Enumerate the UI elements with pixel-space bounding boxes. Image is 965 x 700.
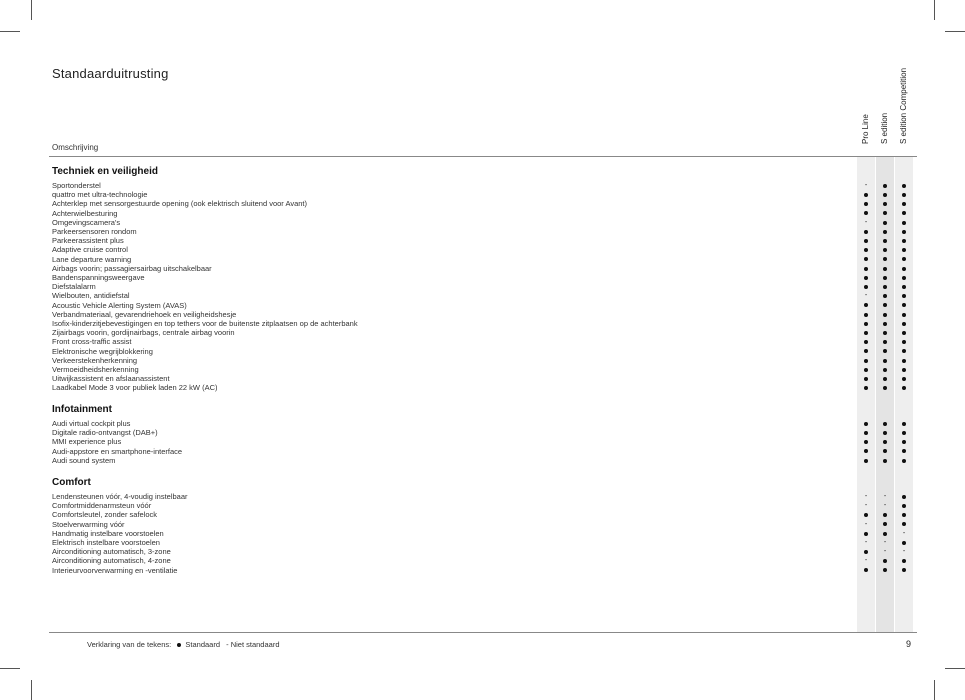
not-standard-mark: - xyxy=(883,502,887,510)
table-row-label: Airconditioning automatisch, 3-zone xyxy=(52,547,171,557)
dot-icon xyxy=(883,349,887,353)
not-standard-mark: - xyxy=(883,539,887,546)
dot-icon xyxy=(902,449,906,453)
dot-icon xyxy=(902,257,906,261)
dot-icon xyxy=(883,248,887,252)
not-standard-mark: - xyxy=(864,218,868,226)
crop-mark xyxy=(0,31,20,32)
standard-mark xyxy=(895,310,913,319)
dot-icon xyxy=(883,303,887,307)
standard-mark xyxy=(876,273,894,282)
column-header-label: S edition Competition xyxy=(899,67,908,144)
table-row-label: Parkeersensoren rondom xyxy=(52,227,137,236)
dot-icon xyxy=(864,257,868,261)
dot-icon xyxy=(902,459,906,463)
standard-mark xyxy=(895,556,913,565)
standard-mark xyxy=(857,227,875,236)
dot-icon xyxy=(902,359,906,363)
table-row-label: Acoustic Vehicle Alerting System (AVAS) xyxy=(52,300,187,310)
dot-icon xyxy=(864,276,868,280)
standard-mark xyxy=(876,181,894,190)
dot-icon xyxy=(902,386,906,390)
dot-icon xyxy=(883,377,887,381)
dot-icon xyxy=(864,303,868,307)
dot-icon xyxy=(864,230,868,234)
standard-mark xyxy=(895,437,913,446)
standard-mark xyxy=(876,428,894,437)
dot-icon xyxy=(902,568,906,572)
standard-mark xyxy=(857,529,875,538)
standard-mark xyxy=(857,319,875,328)
standard-mark xyxy=(895,520,913,529)
section-title: Comfort xyxy=(52,477,91,488)
not-standard-mark: - xyxy=(902,529,906,537)
legend-not-standard: - Niet standaard xyxy=(226,640,280,649)
dot-icon xyxy=(902,294,906,298)
dot-icon xyxy=(883,239,887,243)
table-row-label: Diefstalalarm xyxy=(52,282,96,292)
standard-mark xyxy=(876,456,894,465)
standard-mark xyxy=(895,227,913,236)
standard-mark xyxy=(857,282,875,291)
dot-icon xyxy=(864,331,868,335)
standard-mark xyxy=(876,328,894,337)
standard-mark xyxy=(857,510,875,519)
not-standard-mark: - xyxy=(864,502,868,510)
standard-mark xyxy=(857,337,875,346)
standard-mark xyxy=(876,236,894,245)
standard-mark xyxy=(876,529,894,538)
dot-icon xyxy=(883,257,887,261)
dot-icon xyxy=(864,313,868,317)
standard-mark xyxy=(876,310,894,319)
standard-mark xyxy=(876,209,894,218)
standard-mark xyxy=(857,328,875,337)
dot-icon xyxy=(864,440,868,444)
table-row-label: Handmatig instelbare voorstoelen xyxy=(52,528,164,538)
standard-mark xyxy=(895,383,913,392)
standard-mark xyxy=(876,301,894,310)
column-header-label: S edition xyxy=(880,112,889,144)
standard-mark xyxy=(876,337,894,346)
dot-icon xyxy=(864,568,868,572)
standard-mark xyxy=(876,282,894,291)
dot-icon xyxy=(902,495,906,499)
dot-icon xyxy=(883,294,887,298)
dot-icon xyxy=(883,522,887,526)
standard-mark xyxy=(876,199,894,208)
dot-icon xyxy=(864,368,868,372)
table-row-label: Airconditioning automatisch, 4-zone xyxy=(52,556,171,566)
standard-mark xyxy=(876,447,894,456)
standard-mark xyxy=(857,547,875,556)
standard-mark xyxy=(857,236,875,245)
standard-mark xyxy=(876,419,894,428)
table-row-label: Elektrisch instelbare voorstoelen xyxy=(52,538,160,547)
standard-mark xyxy=(876,255,894,264)
description-column-label: Omschrijving xyxy=(52,143,99,152)
dot-icon xyxy=(902,303,906,307)
standard-mark xyxy=(895,218,913,227)
crop-mark xyxy=(0,668,20,669)
dot-icon xyxy=(883,202,887,206)
table-row-label: Parkeerassistent plus xyxy=(52,236,124,246)
table-row-label: Interieurvoorverwarming en -ventilatie xyxy=(52,565,178,575)
standard-mark xyxy=(876,437,894,446)
standard-mark xyxy=(876,319,894,328)
dot-icon xyxy=(902,368,906,372)
dot-icon xyxy=(864,211,868,215)
standard-mark xyxy=(895,356,913,365)
legend xyxy=(87,640,280,649)
table-row-label: Achterwielbesturing xyxy=(52,208,118,218)
standard-mark xyxy=(857,245,875,254)
standard-mark xyxy=(876,374,894,383)
standard-mark xyxy=(857,383,875,392)
table-row-label: Stoelverwarming vóór xyxy=(52,519,125,529)
standard-mark xyxy=(876,291,894,300)
dot-icon xyxy=(864,386,868,390)
dot-icon xyxy=(902,440,906,444)
standard-mark xyxy=(857,273,875,282)
standard-mark xyxy=(857,264,875,273)
standard-mark xyxy=(895,447,913,456)
table-row-label: Bandenspanningsweergave xyxy=(52,273,145,282)
crop-mark xyxy=(934,680,935,700)
not-standard-mark: - xyxy=(864,292,868,300)
standard-mark xyxy=(895,199,913,208)
standard-mark xyxy=(876,365,894,374)
dot-icon xyxy=(883,285,887,289)
section-title: Infotainment xyxy=(52,404,112,415)
table-row-label: Omgevingscamera's xyxy=(52,217,121,227)
not-standard-mark: - xyxy=(864,539,868,546)
dot-icon xyxy=(864,340,868,344)
dot-icon xyxy=(883,568,887,572)
table-row-label: Audi virtual cockpit plus xyxy=(52,419,131,428)
crop-mark xyxy=(945,31,965,32)
dot-icon xyxy=(883,422,887,426)
dot-icon xyxy=(902,193,906,197)
dot-icon xyxy=(902,221,906,225)
dot-icon xyxy=(864,359,868,363)
table-row-label: Wielbouten, antidiefstal xyxy=(52,291,130,301)
standard-mark xyxy=(895,501,913,510)
table-row-label: Comfortsleutel, zonder safelock xyxy=(52,510,158,520)
standard-mark xyxy=(876,347,894,356)
not-standard-mark: - xyxy=(864,557,868,565)
dot-icon xyxy=(902,248,906,252)
column-header-pro-line xyxy=(857,60,875,153)
dot-icon xyxy=(883,431,887,435)
dot-icon xyxy=(902,285,906,289)
standard-mark xyxy=(895,365,913,374)
dot-icon xyxy=(864,422,868,426)
dot-icon xyxy=(902,559,906,563)
dot-icon xyxy=(883,267,887,271)
standard-mark xyxy=(876,556,894,565)
column-header-label: Pro Line xyxy=(861,114,870,144)
table-row-label: Achterklep met sensorgestuurde opening (ook elektrisch sluitend voor Avant) xyxy=(52,199,308,209)
dot-icon xyxy=(883,559,887,563)
table-row-label: Uitwijkassistent en afslaanassistent xyxy=(52,374,170,384)
dot-icon xyxy=(864,193,868,197)
dot-icon xyxy=(902,541,906,545)
standard-mark xyxy=(895,456,913,465)
standard-mark xyxy=(876,264,894,273)
standard-mark xyxy=(857,374,875,383)
standard-mark xyxy=(857,310,875,319)
dot-icon xyxy=(902,349,906,353)
standard-mark xyxy=(895,510,913,519)
not-standard-mark: - xyxy=(864,182,868,189)
not-standard-mark: - xyxy=(883,493,887,500)
dot-icon xyxy=(864,248,868,252)
column-header-s-edition-competition xyxy=(895,60,913,153)
dot-icon xyxy=(902,522,906,526)
standard-mark xyxy=(895,538,913,547)
standard-mark xyxy=(857,209,875,218)
dot-icon xyxy=(883,449,887,453)
crop-mark xyxy=(31,0,32,20)
dot-icon xyxy=(864,377,868,381)
dot-icon xyxy=(883,532,887,536)
dot-icon xyxy=(864,431,868,435)
dot-icon xyxy=(864,459,868,463)
standard-mark xyxy=(857,419,875,428)
standard-mark xyxy=(857,356,875,365)
standard-mark xyxy=(876,245,894,254)
not-standard-mark: - xyxy=(864,493,868,500)
standard-mark xyxy=(895,492,913,501)
table-row-label: Zijairbags voorin, gordijnairbags, centrale airbag voorin xyxy=(52,328,235,338)
dot-icon xyxy=(864,449,868,453)
standard-mark xyxy=(857,199,875,208)
standard-mark xyxy=(857,566,875,575)
dot-icon xyxy=(902,211,906,215)
standard-mark xyxy=(895,328,913,337)
dot-icon xyxy=(883,221,887,225)
standard-mark xyxy=(857,365,875,374)
table-row-label: Audi sound system xyxy=(52,455,116,465)
table-row-label: Verbandmateriaal, gevarendriehoek en veiligheidshesje xyxy=(52,309,237,319)
dot-icon xyxy=(883,211,887,215)
not-standard-mark: - xyxy=(902,548,906,556)
dot-icon xyxy=(864,513,868,517)
standard-mark xyxy=(857,456,875,465)
dot-icon xyxy=(177,643,181,647)
table-row-label: Elektronische wegrijblokkering xyxy=(52,346,153,356)
table-row-label: quattro met ultra-technologie xyxy=(52,190,148,200)
table-row-label: Laadkabel Mode 3 voor publiek laden 22 kW (AC) xyxy=(52,383,218,393)
table-row-label: Vermoeidheidsherkenning xyxy=(52,365,139,374)
dot-icon xyxy=(883,459,887,463)
table-row-label: Adaptive cruise control xyxy=(52,245,128,255)
standard-mark xyxy=(857,447,875,456)
dot-icon xyxy=(883,331,887,335)
dot-icon xyxy=(902,184,906,188)
dot-icon xyxy=(883,440,887,444)
dot-icon xyxy=(902,422,906,426)
standard-mark xyxy=(857,428,875,437)
crop-mark xyxy=(934,0,935,20)
standard-mark xyxy=(895,245,913,254)
dot-icon xyxy=(902,322,906,326)
standard-mark xyxy=(857,347,875,356)
standard-mark xyxy=(895,291,913,300)
dot-icon xyxy=(864,202,868,206)
standard-mark xyxy=(895,282,913,291)
dot-icon xyxy=(902,202,906,206)
dot-icon xyxy=(864,267,868,271)
dot-icon xyxy=(902,230,906,234)
dot-icon xyxy=(902,431,906,435)
standard-mark xyxy=(895,273,913,282)
dot-icon xyxy=(883,513,887,517)
not-standard-mark: - xyxy=(864,520,868,528)
table-row-label: Audi-appstore en smartphone-interface xyxy=(52,446,183,456)
dot-icon xyxy=(902,313,906,317)
dot-icon xyxy=(902,340,906,344)
standard-mark xyxy=(895,428,913,437)
column-header-s-edition xyxy=(876,60,894,153)
table-row-label: MMI experience plus xyxy=(52,437,122,447)
dot-icon xyxy=(883,340,887,344)
standard-mark xyxy=(876,218,894,227)
table-row-label: Airbags voorin; passagiersairbag uitschakelbaar xyxy=(52,263,212,273)
page-title: Standaarduitrusting xyxy=(52,66,169,81)
table-row-label: Sportonderstel xyxy=(52,181,101,190)
dot-icon xyxy=(864,550,868,554)
standard-mark xyxy=(857,301,875,310)
standard-mark xyxy=(895,319,913,328)
dot-icon xyxy=(902,504,906,508)
dot-icon xyxy=(902,377,906,381)
table-row-label: Comfortmiddenarmsteun vóór xyxy=(52,501,152,511)
table-row-label: Lane departure warning xyxy=(52,254,132,264)
standard-mark xyxy=(895,337,913,346)
standard-mark xyxy=(895,347,913,356)
standard-mark xyxy=(876,190,894,199)
dot-icon xyxy=(902,267,906,271)
standard-mark xyxy=(895,566,913,575)
standard-mark xyxy=(895,236,913,245)
crop-mark xyxy=(945,668,965,669)
dot-icon xyxy=(902,276,906,280)
dot-icon xyxy=(883,276,887,280)
dot-icon xyxy=(883,230,887,234)
standard-mark xyxy=(895,255,913,264)
legend-standard: Standaard xyxy=(185,640,221,649)
dot-icon xyxy=(883,368,887,372)
standard-mark xyxy=(857,255,875,264)
dot-icon xyxy=(864,322,868,326)
standard-mark xyxy=(876,227,894,236)
standard-mark xyxy=(895,419,913,428)
dot-icon xyxy=(883,386,887,390)
crop-mark xyxy=(31,680,32,700)
dot-icon xyxy=(902,331,906,335)
standard-mark xyxy=(895,374,913,383)
table-row-label: Isofix-kinderzitjebevestigingen en top tethers voor de buitenste zitplaatsen op de achterbank xyxy=(52,319,358,328)
standard-mark xyxy=(876,356,894,365)
standard-mark xyxy=(895,181,913,190)
dot-icon xyxy=(883,359,887,363)
header-divider xyxy=(49,156,917,157)
standard-mark xyxy=(857,190,875,199)
legend-label: Verklaring van de tekens: xyxy=(87,640,172,649)
dot-icon xyxy=(883,184,887,188)
dot-icon xyxy=(864,285,868,289)
table-row-label: Digitale radio-ontvangst (DAB+) xyxy=(52,428,158,438)
standard-mark xyxy=(895,264,913,273)
not-standard-mark: - xyxy=(883,548,887,556)
dot-icon xyxy=(883,313,887,317)
standard-mark xyxy=(895,209,913,218)
dot-icon xyxy=(864,532,868,536)
standard-mark xyxy=(876,520,894,529)
standard-mark xyxy=(857,437,875,446)
dot-icon xyxy=(883,322,887,326)
table-row-label: Lendensteunen vóór, 4-voudig instelbaar xyxy=(52,492,188,501)
standard-mark xyxy=(895,190,913,199)
standard-mark xyxy=(876,383,894,392)
standard-mark xyxy=(895,301,913,310)
page-number: 9 xyxy=(906,639,912,649)
dot-icon xyxy=(883,193,887,197)
dot-icon xyxy=(902,239,906,243)
table-row-label: Verkeerstekenherkenning xyxy=(52,355,138,365)
standard-mark xyxy=(876,566,894,575)
standard-mark xyxy=(876,510,894,519)
dot-icon xyxy=(902,513,906,517)
table-row-label: Front cross-traffic assist xyxy=(52,337,132,347)
section-title: Techniek en veiligheid xyxy=(52,166,158,177)
dot-icon xyxy=(864,349,868,353)
footer-divider xyxy=(49,632,917,633)
dot-icon xyxy=(864,239,868,243)
